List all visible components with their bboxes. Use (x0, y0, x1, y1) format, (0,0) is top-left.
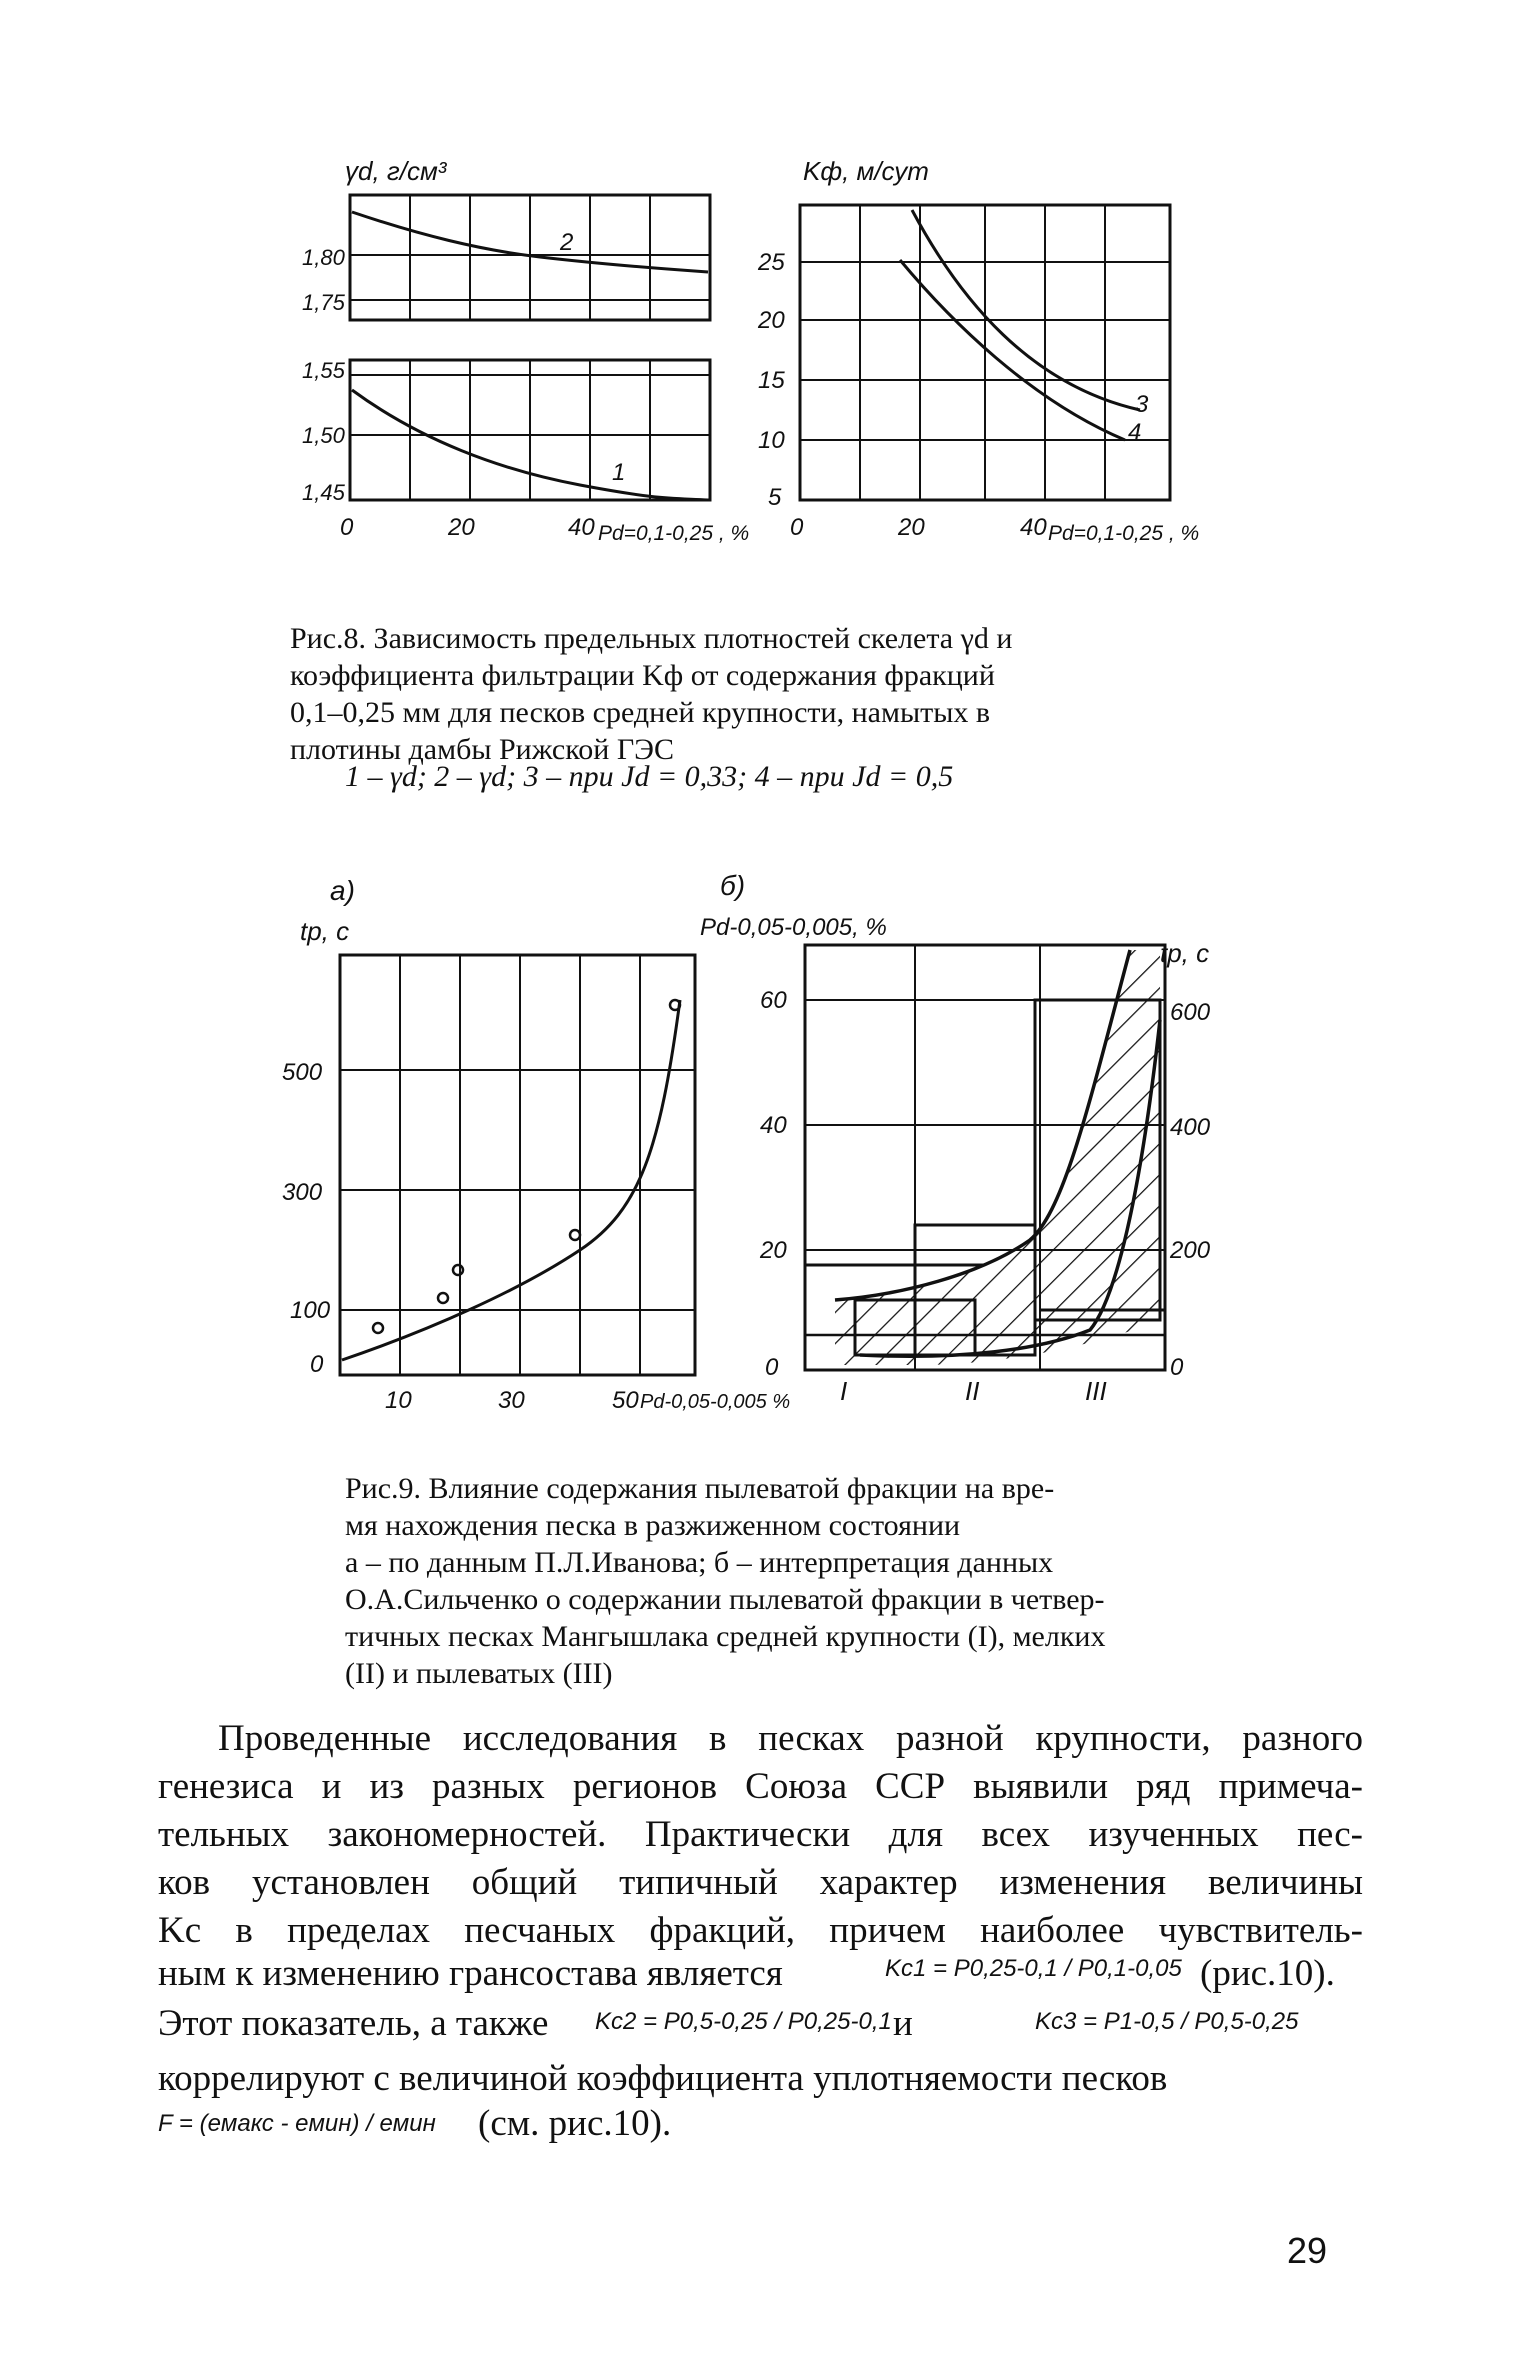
curve-label-3: 3 (1135, 391, 1149, 418)
body-paragraph (158, 1715, 1363, 1955)
body-line: тельных закономерностей. Практически для всех изученных пес- (158, 1814, 1363, 1855)
data-point (453, 1265, 463, 1275)
fig9b-ytick: 0 (765, 1354, 779, 1381)
body-line-6-ref: (рис.10). (1200, 1953, 1335, 1994)
fig9a-ytick: 100 (290, 1297, 331, 1324)
fig9b-right-tick: 600 (1170, 999, 1211, 1026)
fig8-left-lower-tick: 1,45 (302, 480, 345, 505)
zone-label-3: III (1085, 1376, 1107, 1406)
fig9a-ytick: 500 (282, 1059, 323, 1086)
fig8-caption-line: плотины дамбы Рижской ГЭС (290, 733, 674, 766)
fig8-left-chart (350, 195, 710, 500)
fig9-caption-line: (II) и пылеватых (III) (345, 1657, 613, 1690)
data-point (438, 1293, 448, 1303)
fig9b-right-tick: 200 (1170, 1237, 1211, 1264)
body-line-7-and: и (893, 2003, 913, 2044)
fig9a-xlabel: Pd-0,05-0,005 % (640, 1391, 791, 1413)
fig8-left-upper-tick: 1,80 (302, 245, 345, 270)
fig8-right-ytick: 15 (758, 367, 785, 394)
data-point (373, 1323, 383, 1333)
body-line-9-ref: (см. рис.10). (478, 2103, 672, 2144)
fig9-caption-line: Рис.9. Влияние содержания пылеватой фракции на вре- (345, 1472, 1055, 1505)
zone-label-1: I (840, 1376, 848, 1406)
fig9b-right-label: tp, c (1160, 938, 1210, 968)
fig9b-ytick: 60 (760, 987, 787, 1014)
fig9a-ytick: 300 (282, 1179, 323, 1206)
fig8-right-ytick: 20 (758, 307, 785, 334)
fig8-left-xtick: 0 (340, 514, 354, 541)
fig9-panel-a (340, 955, 695, 1375)
curve-label-2: 2 (560, 229, 574, 256)
fig9b-ylabel: Pd-0,05-0,005, % (700, 914, 887, 941)
fig9-caption (345, 1470, 1240, 1692)
fig8-left-xtick: 40 (568, 514, 595, 541)
formula-kc1: Kc1 = P0,25-0,1 / P0,1-0,05 (885, 1955, 1182, 1982)
data-point (570, 1230, 580, 1240)
fig8-right-xtick: 0 (790, 514, 804, 541)
body-line: Проведенные исследования в песках разной крупности, разного (218, 1718, 1363, 1759)
fig8-left-xtick: 20 (448, 514, 475, 541)
body-line-8: коррелируют с величиной коэффициента уплотняемости песков (158, 2058, 1168, 2099)
fig8-left-xlabel: Pd=0,1-0,25 , % (598, 522, 750, 545)
figure-9 (0, 860, 1534, 1460)
body-line: генезиса и из разных регионов Союза ССР выявили ряд примеча- (158, 1766, 1363, 1807)
fig8-right-xtick: 40 (1020, 514, 1047, 541)
zone-label-2: II (965, 1376, 980, 1406)
curve-label-1: 1 (612, 459, 626, 486)
fig9-panel-b (805, 945, 1165, 1370)
fig9b-right-tick: 400 (1170, 1114, 1211, 1141)
curve-4 (900, 260, 1125, 440)
formula-kc3: Kc3 = P1-0,5 / P0,5-0,25 (1035, 2008, 1299, 2035)
fig8-right-ytick: 10 (758, 427, 785, 454)
fig8-right-xtick: 20 (898, 514, 925, 541)
fig8-right-ytick: 25 (758, 249, 785, 276)
hatched-region (835, 950, 1160, 1365)
fig8-right-chart (800, 205, 1170, 500)
fig9a-label: а) (330, 875, 355, 906)
fig9-caption-line: мя нахождения песка в разжиженном состоянии (345, 1509, 961, 1542)
fig9b-ytick: 40 (760, 1112, 787, 1139)
body-line: ков установлен общий типичный характер изменения величины (158, 1862, 1363, 1903)
fig9-caption-line: О.А.Сильченко о содержании пылеватой фракции в четвер- (345, 1583, 1105, 1616)
fig8-caption (290, 620, 1238, 768)
body-line-6: ным к изменению грансостава является (158, 1953, 783, 1994)
curve-label-4: 4 (1128, 419, 1142, 446)
fig9a-curve (342, 1000, 680, 1360)
fig9a-xtick: 10 (385, 1387, 412, 1414)
fig8-caption-line: коэффициента фильтрации Kф от содержания фракций (290, 659, 995, 692)
fig8-left-upper-tick: 1,75 (302, 290, 345, 315)
body-line: Kc в пределах песчаных фракций, причем наиболее чувствитель- (158, 1910, 1363, 1951)
fig8-caption-line: 0,1–0,25 мм для песков средней крупности, намытых в (290, 696, 991, 729)
fig9a-ylabel: tp, c (300, 916, 350, 946)
fig8-left-lower-tick: 1,55 (302, 358, 345, 383)
fig8-right-xlabel: Pd=0,1-0,25 , % (1048, 522, 1200, 545)
fig9a-ytick: 0 (310, 1351, 324, 1378)
fig8-left-lower-tick: 1,50 (302, 423, 345, 448)
body-line-7: Этот показатель, а также (158, 2003, 549, 2044)
fig8-legend: 1 – γd; 2 – γd; 3 – при Jd = 0,33; 4 – при Jd = 0,5 (345, 760, 954, 793)
fig9b-label: б) (720, 870, 746, 901)
fig9b-ytick: 20 (760, 1237, 787, 1264)
formula-f: F = (eмакс - eмин) / eмин (158, 2110, 436, 2137)
fig8-caption-line: Рис.8. Зависимость предельных плотностей скелета γd и (290, 622, 1013, 655)
page-number: 29 (1287, 2230, 1328, 2271)
fig9b-right-tick: 0 (1170, 1354, 1184, 1381)
fig9a-xtick: 50 (612, 1387, 639, 1414)
fig8-right-ytick: 5 (768, 484, 782, 511)
fig9-caption-line: тичных песках Мангышлака средней крупности (I), мелких (345, 1620, 1106, 1653)
fig9a-xtick: 30 (498, 1387, 525, 1414)
fig8-right-ylabel: Kф, м/сут (803, 156, 929, 186)
figure-8 (0, 0, 1534, 620)
fig9-caption-line: а – по данным П.Л.Иванова; б – интерпретация данных (345, 1546, 1054, 1579)
formula-kc2: Kc2 = P0,5-0,25 / P0,25-0,1 (595, 2008, 892, 2035)
fig8-left-ylabel: γd, г/см³ (345, 156, 447, 186)
